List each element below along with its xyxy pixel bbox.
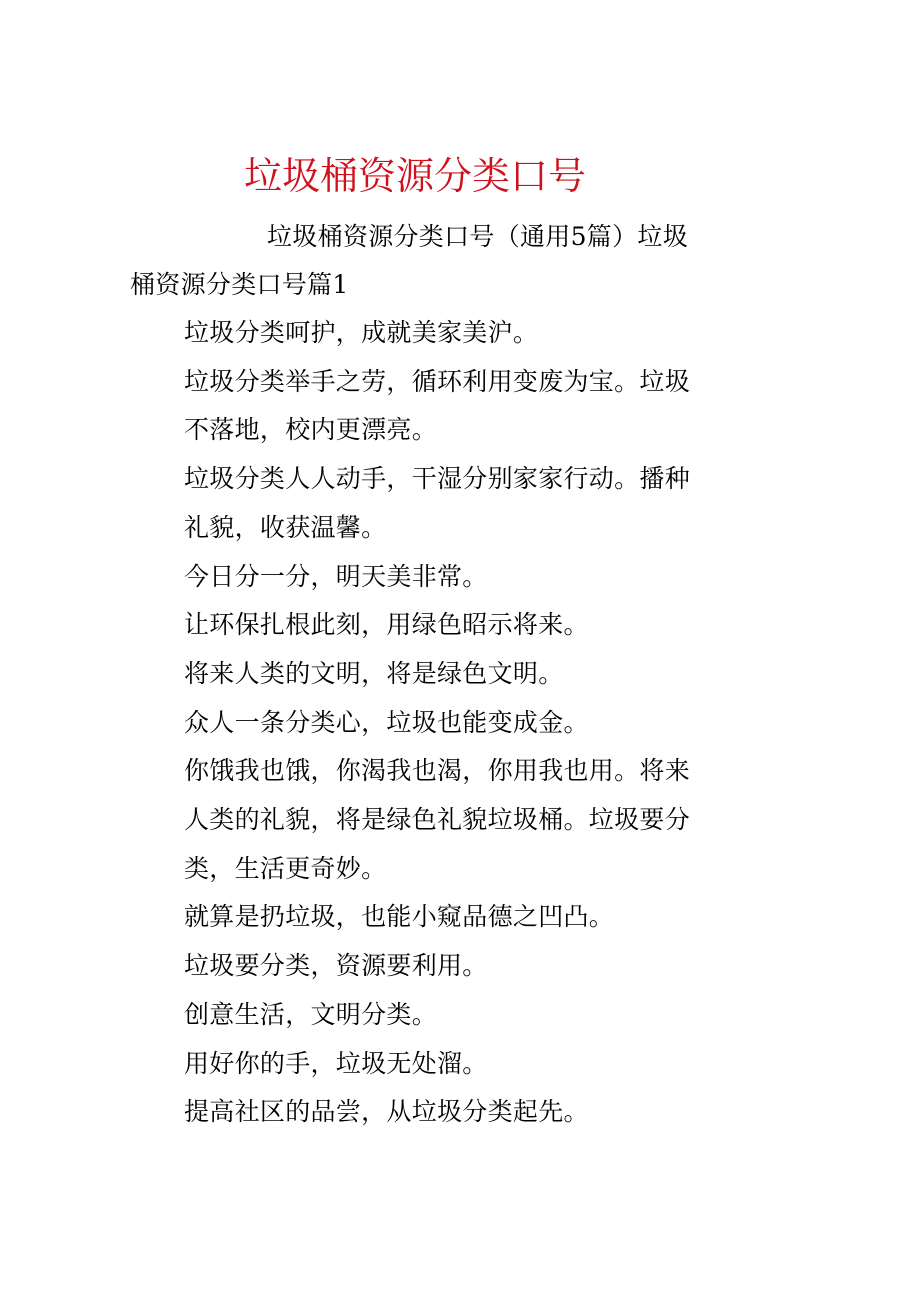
slogan-line: 今日分一分，明天美非常。 (184, 561, 488, 591)
slogan-line: 垃圾分类举手之劳，循环利用变废为宝。垃圾 (184, 366, 691, 396)
slogan-line: 人类的礼貌，将是绿色礼貌垃圾桶。垃圾要分 (184, 805, 691, 835)
slogan-line: 众人一条分类心，垃圾也能变成金。 (184, 707, 589, 737)
slogan-line: 垃圾分类人人动手，干湿分别家家行动。播种 (184, 464, 691, 494)
intro-line: 垃圾桶资源分类口号（通用5篇）垃圾 (267, 222, 689, 251)
slogan-line: 类，生活更奇妙。 (184, 853, 387, 883)
intro-paragraph (130, 213, 730, 309)
slogan-line: 让环保扎根此刻，用绿色昭示将来。 (184, 610, 589, 640)
slogan-line: 提高社区的品尝，从垃圾分类起先。 (184, 1097, 589, 1127)
document-title: 垃圾桶资源分类口号 (243, 154, 586, 198)
slogan-line: 你饿我也饿，你渴我也渴，你用我也用。将来 (184, 756, 691, 786)
slogan-line: 用好你的手，垃圾无处溜。 (184, 1048, 488, 1078)
intro-line: 桶资源分类口号篇1 (130, 270, 349, 299)
slogan-line: 垃圾分类呵护，成就美家美沪。 (184, 318, 539, 347)
slogan-line: 垃圾要分类，资源要利用。 (184, 951, 488, 981)
slogan-line: 不落地，校内更漂亮。 (184, 415, 438, 445)
slogan-line: 将来人类的文明，将是绿色文明。 (184, 658, 564, 688)
slogan-line: 礼貌，收获温馨。 (184, 512, 387, 542)
slogan-line: 创意生活，文明分类。 (184, 999, 438, 1029)
slogan-line: 就算是扔垃圾，也能小窥品德之凹凸。 (184, 902, 615, 932)
slogan-list (184, 309, 724, 1137)
